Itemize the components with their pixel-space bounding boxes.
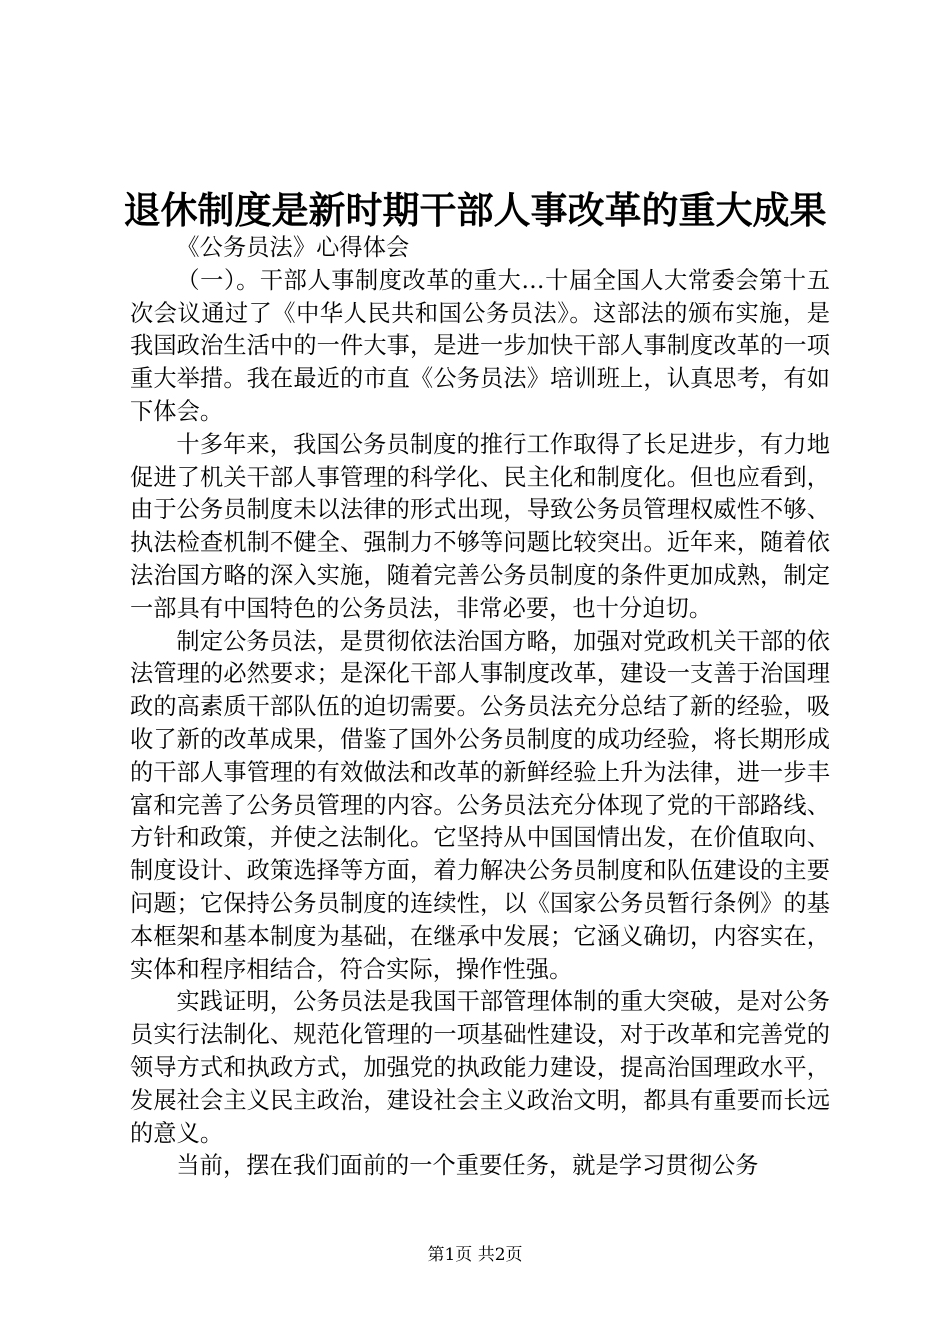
document-body xyxy=(130,232,830,1183)
body-paragraph: 制定公务员法，是贯彻依法治国方略，加强对党政机关干部的依法管理的必然要求；是深化干部人事制度改革，建设一支善于治国理政的高素质干部队伍的迫切需要。公务员法充分总结了新的经验，吸收了新的改革成果，借鉴了国外公务员制度的成功经验，将长期形成的干部人事管理的有效做法和改革的新鲜经验上升为法律，进一步丰富和完善了公务员管理的内容。公务员法充分体现了党的干部路线、方针和政策，并使之法制化。它坚持从中国国情出发，在价值取向、制度设计、政策选择等方面，着力解决公务员制度和队伍建设的主要问题；它保持公务员制度的连续性，以《国家公务员暂行条例》的基本框架和基本制度为基础，在继承中发展；它涵义确切，内容实在，实体和程序相结合，符合实际，操作性强。 xyxy=(130,627,830,983)
body-paragraph: 十多年来，我国公务员制度的推行工作取得了长足进步，有力地促进了机关干部人事管理的科学化、民主化和制度化。但也应看到，由于公务员制度未以法律的形式出现，导致公务员管理权威性不够、执法检查机制不健全、强制力不够等问题比较突出。近年来，随着依法治国方略的深入实施，随着完善公务员制度的条件更加成熟，制定一部具有中国特色的公务员法，非常必要，也十分迫切。 xyxy=(130,430,830,622)
body-paragraph: （一）。干部人事制度改革的重大…十届全国人大常委会第十五次会议通过了《中华人民共和国公务员法》。这部法的颁布实施，是我国政治生活中的一件大事，是进一步加快干部人事制度改革的一项重大举措。我在最近的市直《公务员法》培训班上，认真思考，有如下体会。 xyxy=(130,266,830,425)
body-paragraph: 实践证明，公务员法是我国干部管理体制的重大突破，是对公务员实行法制化、规范化管理的一项基础性建设，对于改革和完善党的领导方式和执政方式，加强党的执政能力建设，提高治国理政水平，发展社会主义民主政治，建设社会主义政治文明，都具有重要而长远的意义。 xyxy=(130,988,830,1147)
subtitle-paragraph: 《公务员法》心得体会 xyxy=(176,234,410,261)
page-number-footer: 第1页 共2页 xyxy=(427,1245,523,1265)
body-paragraph: 当前，摆在我们面前的一个重要任务，就是学习贯彻公务 xyxy=(176,1152,759,1180)
document-title: 退休制度是新时期干部人事改革的重大成果 xyxy=(123,188,827,232)
